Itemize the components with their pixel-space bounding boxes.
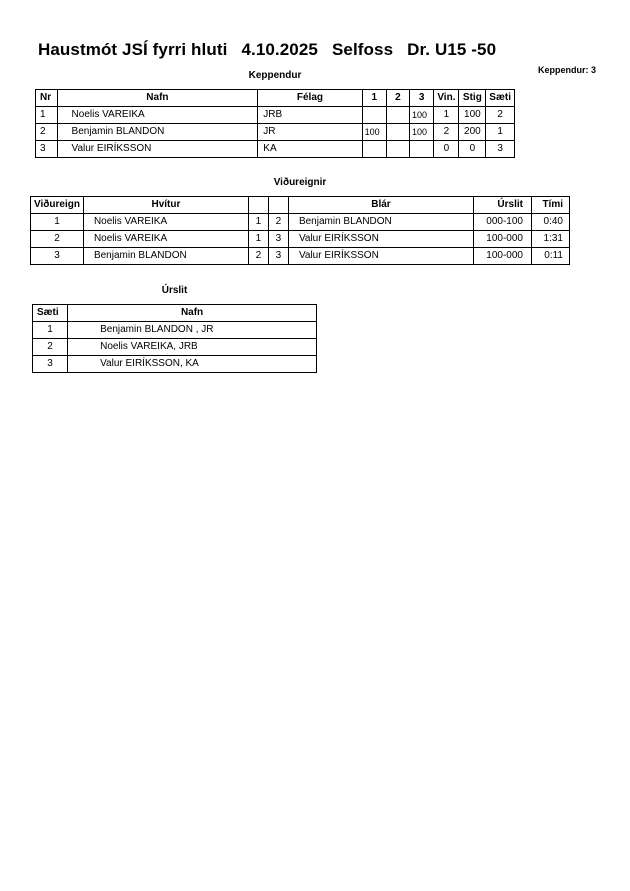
cell-hvitur: Noelis VAREIKA [83, 214, 248, 231]
cell-nafn: Noelis VAREIKA [57, 107, 258, 124]
title-date: 4.10.2025 [241, 40, 318, 59]
cell-felag: KA [258, 141, 362, 158]
col-header-urslit: Úrslit [473, 197, 531, 214]
competitor-count: Keppendur: 3 [537, 65, 596, 75]
results-caption: Úrslit [161, 285, 188, 296]
col-header-blar: Blár [288, 197, 473, 214]
cell-urslit: 100-000 [473, 248, 531, 265]
col-header-round-2: 2 [386, 90, 409, 107]
cell-hvitur-nr: 1 [248, 214, 268, 231]
cell-urslit: 100-000 [473, 231, 531, 248]
col-header-nafn: Nafn [68, 305, 317, 322]
cell-blar: Valur EIRÍKSSON [288, 248, 473, 265]
cell-blar-nr: 2 [268, 214, 288, 231]
cell-hvitur-nr: 1 [248, 231, 268, 248]
col-header-nr: Nr [36, 90, 58, 107]
table-row [33, 356, 317, 373]
table-row [31, 248, 570, 265]
cell-round-2 [386, 107, 409, 124]
table-row [36, 124, 515, 141]
competitors-table [35, 89, 515, 158]
cell-round-2 [386, 124, 409, 141]
cell-round-1 [362, 141, 386, 158]
cell-round-1: 100 [362, 124, 386, 141]
matches-table [30, 196, 570, 265]
cell-timi: 1:31 [531, 231, 569, 248]
col-header-saeti: Sæti [486, 90, 515, 107]
cell-round-3: 100 [409, 124, 433, 141]
table-row [31, 214, 570, 231]
cell-round-3 [409, 141, 433, 158]
cell-felag: JR [258, 124, 362, 141]
cell-hvitur: Noelis VAREIKA [83, 231, 248, 248]
cell-saeti: 2 [33, 339, 68, 356]
col-header-round-3: 3 [409, 90, 433, 107]
cell-nr: 3 [36, 141, 58, 158]
table-row [33, 339, 317, 356]
col-header-saeti: Sæti [33, 305, 68, 322]
page-title [38, 40, 496, 60]
cell-saeti: 1 [33, 322, 68, 339]
cell-stig: 200 [459, 124, 486, 141]
cell-round-2 [386, 141, 409, 158]
col-header-hvitur-nr [248, 197, 268, 214]
col-header-vidureign: Viðureign [31, 197, 84, 214]
cell-blar-nr: 3 [268, 248, 288, 265]
cell-round-1 [362, 107, 386, 124]
col-header-hvitur: Hvítur [83, 197, 248, 214]
cell-match-nr: 3 [31, 248, 84, 265]
table-header-row [33, 305, 317, 322]
cell-saeti: 3 [33, 356, 68, 373]
cell-blar: Benjamin BLANDON [288, 214, 473, 231]
cell-timi: 0:11 [531, 248, 569, 265]
col-header-round-1: 1 [362, 90, 386, 107]
cell-saeti: 3 [486, 141, 515, 158]
col-header-nafn: Nafn [57, 90, 258, 107]
cell-timi: 0:40 [531, 214, 569, 231]
col-header-blar-nr [268, 197, 288, 214]
cell-nafn: Valur EIRÍKSSON [57, 141, 258, 158]
cell-nafn: Noelis VAREIKA, JRB [68, 339, 317, 356]
table-header-row [36, 90, 515, 107]
cell-saeti: 2 [486, 107, 515, 124]
results-table [32, 304, 317, 373]
title-category: Dr. U15 -50 [407, 40, 497, 59]
cell-urslit: 000-100 [473, 214, 531, 231]
matches-caption: Viðureignir [273, 177, 327, 188]
cell-blar: Valur EIRÍKSSON [288, 231, 473, 248]
table-header-row [31, 197, 570, 214]
title-venue: Selfoss [331, 40, 394, 59]
col-header-vin: Vin. [434, 90, 459, 107]
cell-blar-nr: 3 [268, 231, 288, 248]
col-header-stig: Stig [459, 90, 486, 107]
cell-hvitur-nr: 2 [248, 248, 268, 265]
table-row [36, 107, 515, 124]
cell-vin: 1 [434, 107, 459, 124]
cell-nafn: Benjamin BLANDON , JR [68, 322, 317, 339]
cell-nr: 1 [36, 107, 58, 124]
table-row [36, 141, 515, 158]
cell-stig: 100 [459, 107, 486, 124]
table-row [31, 231, 570, 248]
cell-nr: 2 [36, 124, 58, 141]
cell-vin: 2 [434, 124, 459, 141]
cell-hvitur: Benjamin BLANDON [83, 248, 248, 265]
cell-nafn: Valur EIRÍKSSON, KA [68, 356, 317, 373]
col-header-felag: Félag [258, 90, 362, 107]
table-row [33, 322, 317, 339]
title-event: Haustmót JSÍ fyrri hluti [38, 40, 228, 59]
cell-match-nr: 2 [31, 231, 84, 248]
cell-vin: 0 [434, 141, 459, 158]
cell-saeti: 1 [486, 124, 515, 141]
cell-stig: 0 [459, 141, 486, 158]
col-header-timi: Tími [531, 197, 569, 214]
competitors-caption: Keppendur [248, 70, 302, 81]
cell-felag: JRB [258, 107, 362, 124]
cell-round-3: 100 [409, 107, 433, 124]
cell-nafn: Benjamin BLANDON [57, 124, 258, 141]
cell-match-nr: 1 [31, 214, 84, 231]
